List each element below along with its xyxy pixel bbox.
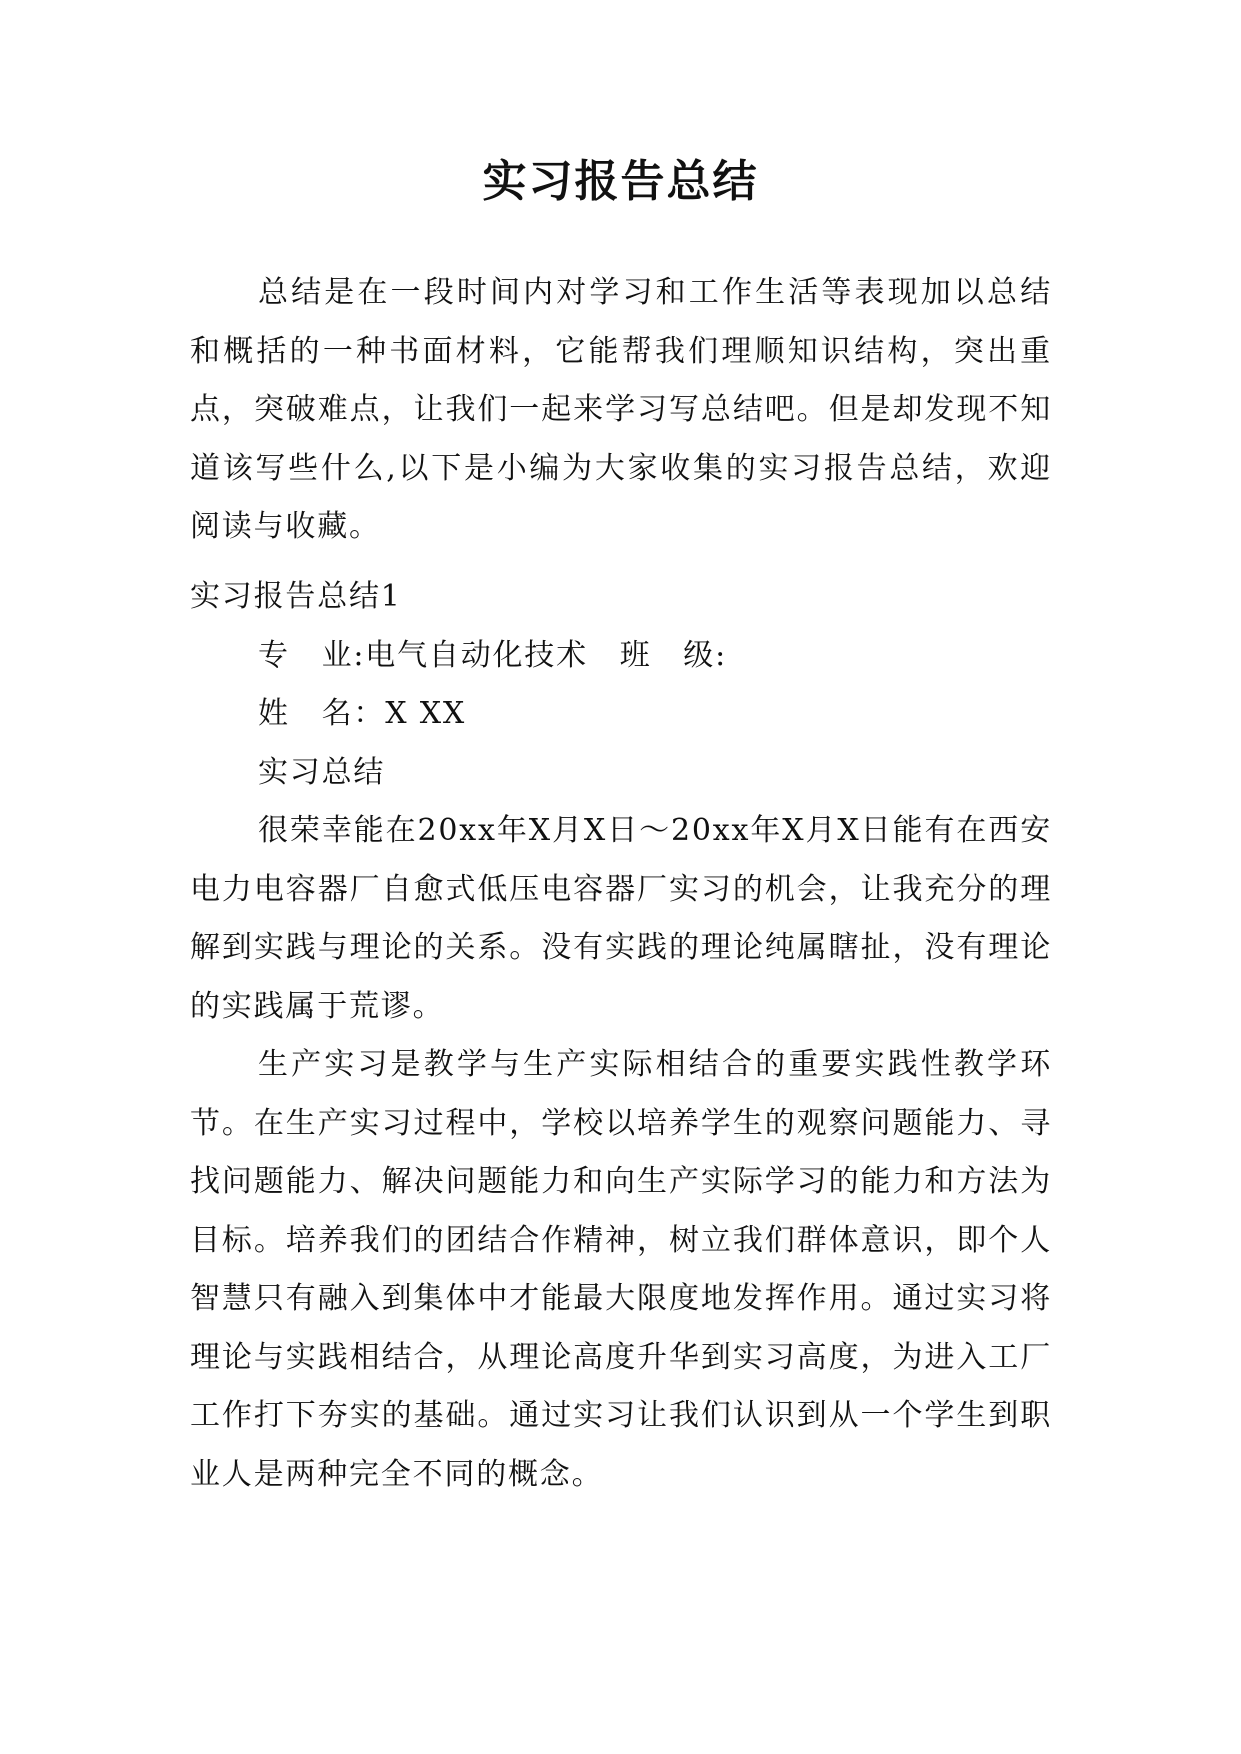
major-class-line: 专 业:电气自动化技术 班 级: xyxy=(258,637,728,673)
body-paragraph-1: 很荣幸能在20xx年X月X日～20xx年X月X日能有在西安电力电容器厂自愈式低压电容器厂实习的机会，让我充分的理解到实践与理论的关系。没有实践的理论纯属瞎扯，没有理论的实践属于荒谬。 xyxy=(190,813,1052,1024)
report-section xyxy=(190,568,1052,1504)
section-heading: 实习报告总结1 xyxy=(190,579,402,614)
document-title: 实习报告总结 xyxy=(482,156,759,207)
summary-heading: 实习总结 xyxy=(258,754,386,790)
name-line: 姓 名：X XX xyxy=(258,696,467,731)
body-paragraph-2: 生产实习是教学与生产实际相结合的重要实践性教学环节。在生产实习过程中，学校以培养学生的观察问题能力、寻找问题能力、解决问题能力和向生产实际学习的能力和方法为目标。培养我们的团结合作精神，树立我们群体意识，即个人智慧只有融入到集体中才能最大限度地发挥作用。通过实习将理论与实践相结合，从理论高度升华到实习高度，为进入工厂工作打下夯实的基础。通过实习让我们认识到从一个学生到职业人是两种完全不同的概念。 xyxy=(190,1047,1052,1492)
intro-paragraph: 总结是在一段时间内对学习和工作生活等表现加以总结和概括的一种书面材料，它能帮我们理顺知识结构，突出重点，突破难点，让我们一起来学习写总结吧。但是却发现不知道该写些什么,以下是小编为大家收集的实习报告总结，欢迎阅读与收藏。 xyxy=(190,275,1052,544)
